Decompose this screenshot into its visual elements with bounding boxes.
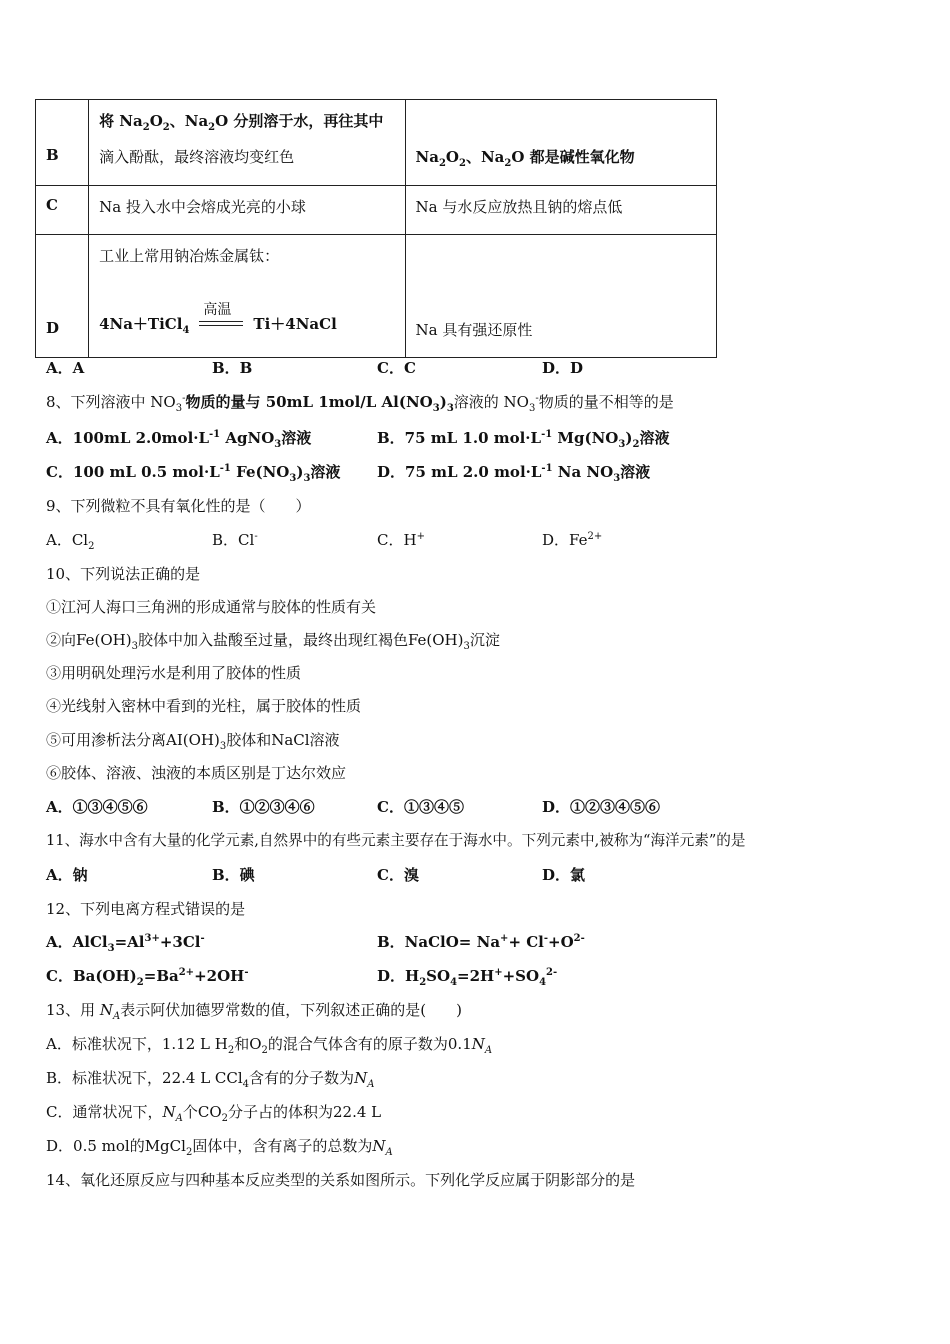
q8-option-a: A．100mL $2.0mol\cdot L^{-1}$ AgNO$_3$溶液	[46, 429, 312, 450]
q14-stem: 14、氧化还原反应与四种基本反应类型的关系如图所示。下列化学反应属于阴影部分的是	[46, 1171, 636, 1189]
q7-option-a: A．A	[46, 359, 85, 377]
q11-option-a: A．钠	[46, 866, 88, 884]
q7-option-d: D．D	[542, 359, 584, 377]
q9-option-c: C．H+	[377, 531, 425, 549]
q12-stem: 12、下列电离方程式错误的是	[46, 900, 246, 918]
q10-option-b: B．①②③④⑥	[212, 798, 315, 816]
q9-option-d: D．$Fe^{2+}$	[542, 531, 603, 549]
table-row	[36, 186, 717, 235]
q13-stem: 13、用 $N_A$表示阿伏加德罗常数的值，下列叙述正确的是( )	[46, 1001, 462, 1022]
q9-option-b: B．Cl-	[212, 531, 258, 549]
q10-statement: ⑤可用渗析法分离$AI(OH)_3$胶体和NaCl溶液	[46, 731, 340, 752]
q9-option-a: A．$Cl_2$	[46, 531, 95, 552]
answer-table	[35, 99, 717, 358]
q8-option-c: C．100 mL 0.5 $mol\cdot L^{-1}$ $Fe(NO_3)_3$溶液	[46, 463, 341, 484]
q7-option-c: C．C	[377, 359, 416, 377]
q10-statement: ⑥胶体、溶液、浊液的本质区别是丁达尔效应	[46, 764, 347, 782]
q13-option-b: B．标准状况下，22.4 L CCl$_4$含有的分子数为$N_A$	[46, 1069, 375, 1090]
q10-statement: ③用明矾处理污水是利用了胶体的性质	[46, 664, 302, 682]
row-label: C	[46, 196, 58, 214]
q12-option-c: C．$Ba(OH)_2=Ba^{2+}+2OH^-$	[46, 967, 249, 988]
statement-cell	[89, 235, 405, 358]
q11-option-c: C．溴	[377, 866, 419, 884]
reason-text: Na 具有强还原性	[415, 321, 533, 339]
q11-stem: 11、海水中含有大量的化学元素,自然界中的有些元素主要存在于海水中。下列元素中,被称为“海洋元素”的是	[46, 832, 746, 849]
row-label: B	[46, 146, 59, 164]
q10-option-c: C．①③④⑤	[377, 798, 464, 816]
q10-option-d: D．①②③④⑤⑥	[542, 798, 661, 816]
table-row	[36, 235, 717, 358]
reaction-equation: 4Na＋TiCl$_4$ 高温 Ti＋4NaCl	[99, 302, 337, 336]
table-row	[36, 100, 717, 186]
q7-option-b: B．B	[212, 359, 253, 377]
q12-option-d: D．$H_2SO_4=2H^++SO_4^{2-}$	[377, 967, 558, 988]
statement-line: 工业上常用钠冶炼金属钛：	[99, 247, 280, 265]
statement-line: 将 $Na_2O_2$、$Na_2O$ 分别溶于水，再往其中	[99, 112, 384, 133]
q8-option-d: D．75 mL 2.0 $mol\cdot L^{-1}$ Na $NO_3$溶液	[377, 463, 651, 484]
q13-option-c: C．通常状况下，$N_A$个$CO_2$分子占的体积为22.4 L	[46, 1103, 382, 1124]
reason-cell	[405, 235, 716, 358]
q10-stem: 10、下列说法正确的是	[46, 565, 201, 583]
row-label: D	[46, 319, 60, 337]
reason-text: $Na_2O_2$、$Na_2O$ 都是碱性氧化物	[415, 148, 635, 169]
q10-statement: ①江河人海口三角洲的形成通常与胶体的性质有关	[46, 598, 377, 616]
q13-option-d: D．0.5 mol的MgCl$_2$固体中，含有离子的总数为$N_A$	[46, 1137, 393, 1158]
q11-option-b: B．碘	[212, 866, 255, 884]
statement-line: Na 投入水中会熔成光亮的小球	[99, 198, 306, 216]
row-label-cell	[36, 186, 89, 235]
q12-option-a: A．$AlCl_3=Al^{3+}+3Cl^-$	[46, 933, 205, 954]
statement-line: 滴入酚酞，最终溶液均变红色	[99, 148, 295, 166]
reason-text: Na 与水反应放热且钠的熔点低	[415, 198, 623, 216]
q10-statement: ④光线射入密林中看到的光柱，属于胶体的性质	[46, 697, 362, 715]
q10-option-a: A．①③④⑤⑥	[46, 798, 148, 816]
q12-option-b: B．NaClO= $Na^++ Cl^-+O^{2-}$	[377, 933, 585, 951]
row-label-cell	[36, 235, 89, 358]
statement-cell	[89, 186, 405, 235]
row-label-cell	[36, 100, 89, 186]
q8-stem: 8、下列溶液中 $NO_3^-$物质的量与 50mL 1mol/L $Al(NO_3)_3$溶液的 $NO_3^-$物质的量不相等的是	[46, 393, 674, 414]
reaction-condition: 高温	[199, 303, 243, 331]
reason-cell	[405, 100, 716, 186]
q10-statement: ②向$Fe(OH)_3$胶体中加入盐酸至过量，最终出现红褐色$Fe(OH)_3$沉淀	[46, 631, 500, 652]
q8-option-b: B．75 mL 1.0 $mol\cdot L^{-1}$ $Mg(NO_3)_2$溶液	[377, 429, 670, 450]
q13-option-a: A．标准状况下，1.12 L $H_2$和$O_2$的混合气体含有的原子数为$0.1N_A$	[46, 1035, 493, 1056]
q11-option-d: D．氯	[542, 866, 586, 884]
statement-cell	[89, 100, 405, 186]
reason-cell	[405, 186, 716, 235]
q9-stem: 9、下列微粒不具有氧化性的是（ ）	[46, 497, 311, 515]
